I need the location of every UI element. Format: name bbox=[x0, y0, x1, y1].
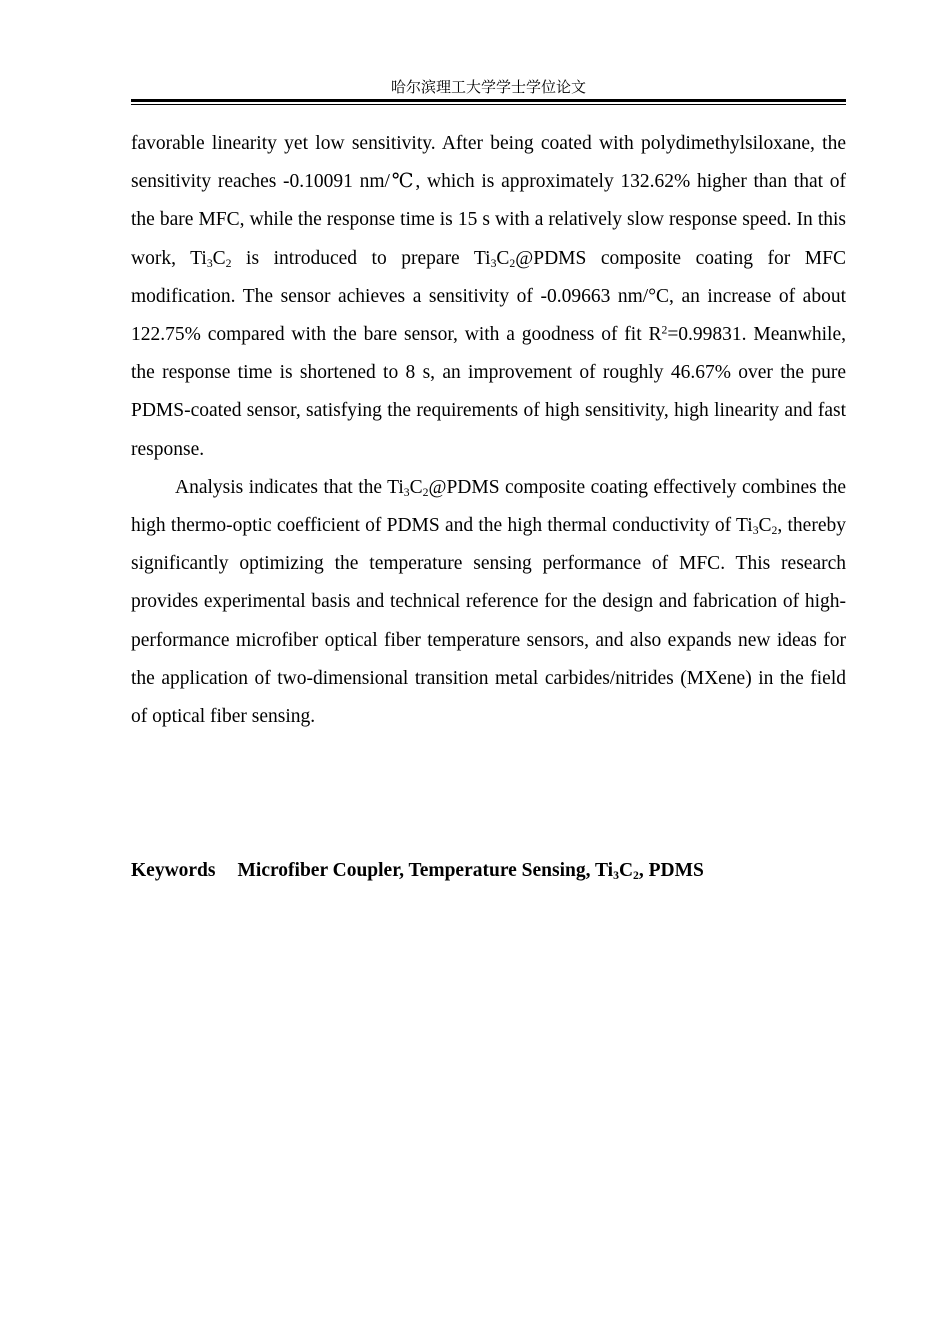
abstract-body bbox=[131, 125, 846, 736]
header-rule-thick bbox=[131, 99, 846, 102]
formula-ti3c2: $Ti_3C_2$ bbox=[473, 247, 516, 270]
header-rule-thin bbox=[131, 104, 846, 105]
superscript-2: 2 bbox=[661, 323, 668, 337]
formula-ti3c2: $Ti_3C_2$ bbox=[387, 476, 429, 499]
keywords-label: Keywords bbox=[131, 860, 216, 881]
running-header: 哈尔滨理工大学学士学位论文 bbox=[390, 80, 586, 96]
formula-ti3c2: $Ti_3C_2$ bbox=[595, 860, 639, 882]
abstract-paragraph-2: Analysis indicates that the $Ti_3C_2@PDMS$ composite coating effectively combines the high thermo-optic coefficient of PDMS and the high thermal conductivity of $Ti_3C_2$, thereby significantly optimizing the temperature sensing performance of MFC. This research provides experimental basis and technical reference for the design and fabrication of high-performance microfiber optical fiber temperature sensors, and also expands new ideas for the application of two-dimensional transition metal carbides/nitrides (MXene) in the field of optical fiber sensing. bbox=[131, 476, 846, 728]
abstract-paragraph-1: favorable linearity yet low sensitivity. After being coated with polydimethylsiloxane, the sensitivity reaches -0.10091 nm/℃, which is approximately 132.62% higher than that of the bare MFC, while the response time is 15 s with a relatively slow response speed. In this work, $Ti_3C_2$ is introduced to prepare $Ti_3C_2@PDMS$ composite coating for MFC modification. The sensor achieves a sensitivity of -0.09663 nm/°C, an increase of about 122.75% compared with the bare sensor, with a goodness of fit $R^2=0.99831$. Meanwhile, the response time is shortened to 8 s, an improvement of roughly 46.67% over the pure PDMS-coated sensor, satisfying the requirements of high sensitivity, high linearity and fast response. bbox=[131, 133, 846, 460]
keywords-list: Microfiber Coupler, Temperature Sensing, $Ti_3C_2$, PDMS bbox=[237, 860, 704, 882]
keywords-line bbox=[131, 852, 846, 890]
formula-ti3c2: $Ti_3C_2$ bbox=[736, 515, 778, 537]
formula-ti3c2: $Ti_3C_2$ bbox=[190, 247, 232, 270]
